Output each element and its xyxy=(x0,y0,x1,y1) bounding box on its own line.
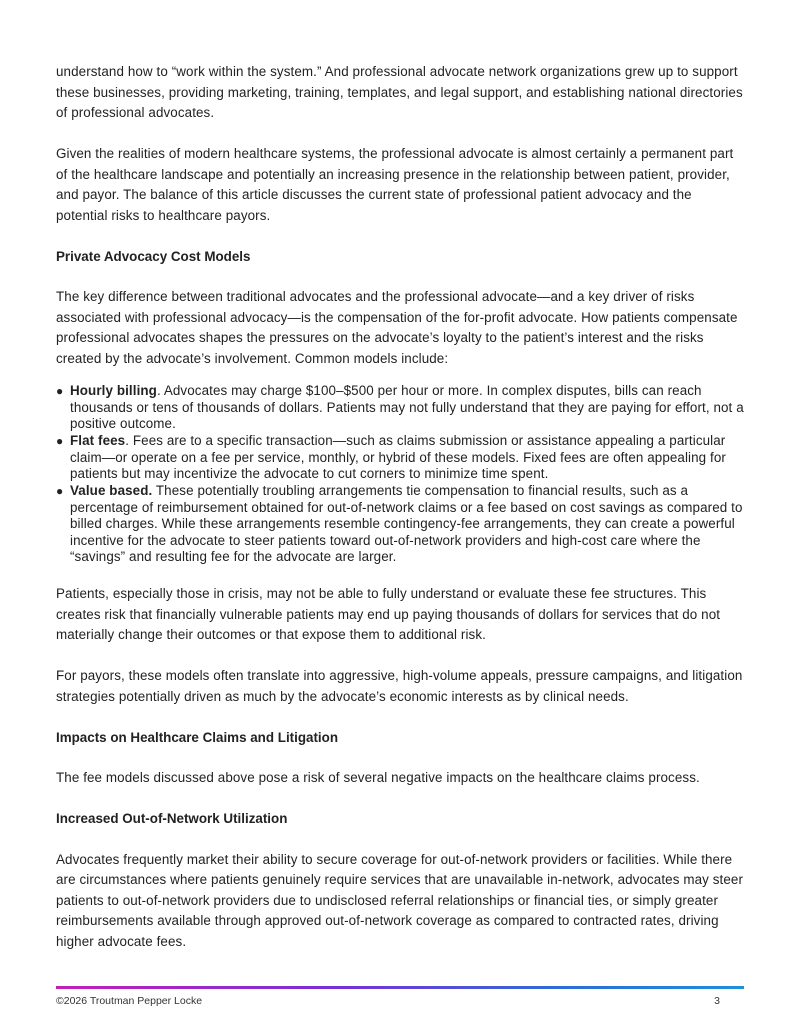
bullet-term: Hourly billing xyxy=(70,383,157,398)
paragraph-out-of-network: Advocates frequently market their ability to secure coverage for out-of-network providers or facilities. While there are circumstances where patients genuinely require services that are unavailable in-network, advocates may steer patients to out-of-network providers due to undisclosed referral relationships or financial ties, or simply greater reimbursements available through approved out-of-network coverage as compared to contracted rates, driving higher advocate fees. xyxy=(56,851,744,949)
bullet-icon: ● xyxy=(56,484,64,498)
bullet-term: Flat fees xyxy=(70,433,126,448)
bullet-icon: ● xyxy=(56,434,64,448)
paragraph-fee-impacts: The fee models discussed above pose a risk of several negative impacts on the healthcare claims process. xyxy=(56,770,700,785)
paragraph-payors: For payors, these models often translate into aggressive, high-volume appeals, pressure campaigns, and litigation strategies potentially driven as much by the advocate’s economic interests as by clinical needs. xyxy=(56,668,743,704)
bullet-term: Value based. xyxy=(70,483,153,498)
paragraph-intro-continued: understand how to “work within the system.” And professional advocate network organizations grew up to support these businesses, providing marketing, training, templates, and legal support, and establishing national directories of professional advocates. xyxy=(56,64,743,120)
bullet-text: . Advocates may charge $100–$500 per hour or more. In complex disputes, bills can reach thousands or tens of thousands of dollars. Patients may not fully understand that they are paying for effort, not a positive outcome. xyxy=(70,383,744,431)
bullet-text: . Fees are to a specific transaction—such as claims submission or assistance appealing a particular claim—or operate on a fee per service, monthly, or hybrid of these models. Fixed fees are often appealing for patients but may incentivize the advocate to cut corners to minimize time spent. xyxy=(70,433,726,481)
heading-impacts: Impacts on Healthcare Claims and Litigation xyxy=(56,729,339,745)
heading-out-of-network: Increased Out-of-Network Utilization xyxy=(56,811,288,826)
fee-model-list xyxy=(56,383,746,566)
document-body xyxy=(56,62,746,952)
page-number: 3 xyxy=(714,995,720,1007)
list-item xyxy=(56,483,746,566)
paragraph-key-difference: The key difference between traditional advocates and the professional advocate—and a key driver of risks associated with professional advocacy—is the compensation of the for-profit advocate. How patients compensate professional advocates shapes the pressures on the advocate’s loyalty to the patient’s interest and the risks created by the advocate’s involvement. Common models include: xyxy=(56,289,738,366)
bullet-text: These potentially troubling arrangements tie compensation to financial results, such as a percentage of reimbursement obtained for out-of-network claims or a fee based on cost savings as compared to billed charges. While these arrangements resemble contingency-fee arrangements, they can create a powerful incentive for the advocate to steer patients toward out-of-network providers and high-cost care where the “savings” and resulting fee for the advocate are larger. xyxy=(70,483,743,564)
list-item xyxy=(56,433,746,483)
footer-copyright: ©2026 Troutman Pepper Locke xyxy=(56,995,203,1007)
paragraph-patients-crisis: Patients, especially those in crisis, may not be able to fully understand or evaluate these fee structures. This creates risk that financially vulnerable patients may end up paying thousands of dollars for services that do not materially change their outcomes or that expose them to additional risk. xyxy=(56,586,721,642)
footer-divider xyxy=(56,986,744,989)
paragraph-realities: Given the realities of modern healthcare systems, the professional advocate is almost certainly a permanent part of the healthcare landscape and potentially an increasing presence in the relationship between patient, provider, and payor. The balance of this article discusses the current state of professional patient advocacy and the potential risks to healthcare payors. xyxy=(56,146,734,223)
heading-cost-models: Private Advocacy Cost Models xyxy=(56,248,251,264)
list-item xyxy=(56,383,746,433)
bullet-icon: ● xyxy=(56,384,64,398)
